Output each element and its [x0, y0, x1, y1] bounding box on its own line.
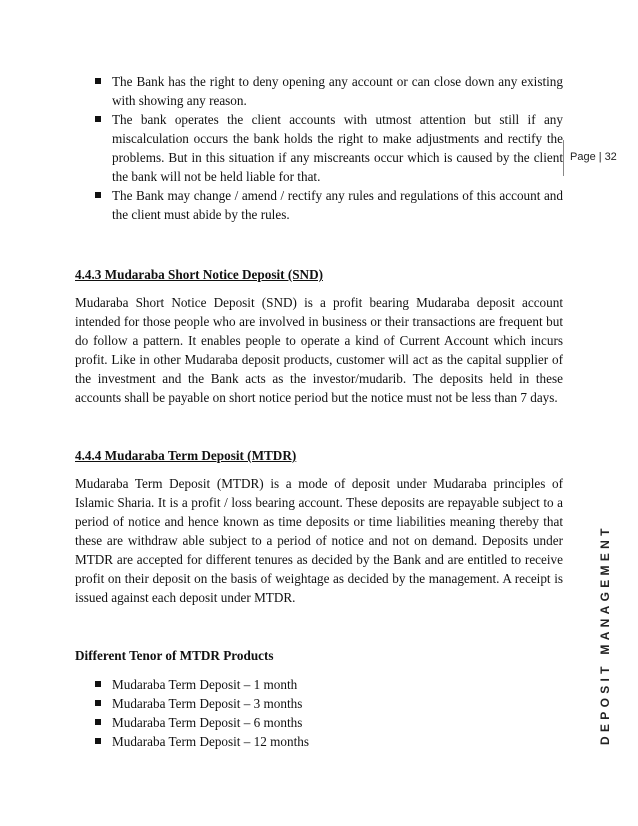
bullet-square-icon [95, 192, 101, 198]
page-number-prefix: Page [570, 151, 596, 163]
bullet-square-icon [95, 719, 101, 725]
bullet-square-icon [95, 738, 101, 744]
list-item [75, 675, 563, 694]
list-item [75, 694, 563, 713]
page-number-value: 32 [604, 151, 617, 163]
tenor-list [75, 675, 563, 751]
list-item-text: Mudaraba Term Deposit – 1 month [112, 677, 298, 692]
mtdr-paragraph: Mudaraba Term Deposit (MTDR) is a mode of deposit under Mudaraba principles of Islamic Sharia. It is a profit / loss bearing account. These deposits are repayable subject to a period of notice and hence known as time deposits or time liabilities meaning thereby that these are withdraw able subject to a period of notice and not on demand. Deposits under MTDR are accepted for different tenures as decided by the Bank and are entitled to receive profit on their deposit on the basis of weightage as decided by the management. A receipt is issued against each deposit under MTDR. [75, 476, 563, 605]
list-item [75, 72, 563, 110]
page-number-separator: | [598, 151, 602, 163]
list-item-text: The Bank may change / amend / rectify any rules and regulations of this account and the client must abide by the rules. [112, 188, 563, 222]
list-item [75, 732, 563, 751]
bullet-square-icon [95, 700, 101, 706]
list-item-text: Mudaraba Term Deposit – 12 months [112, 734, 309, 749]
bullet-square-icon [95, 116, 101, 122]
list-item [75, 110, 563, 186]
snd-paragraph: Mudaraba Short Notice Deposit (SND) is a profit bearing Mudaraba deposit account intended for those people who are involved in business or their transactions are frequent but do follow a pattern. It enables people to operate a kind of Current Account which incurs profit. Like in other Mudaraba deposit products, customer will act as the capital supplier of the investment and the Bank acts as the investor/mudarib. The deposits held in these accounts shall be payable on short notice period but the notice must not be less than 7 days. [75, 295, 563, 405]
tenor-heading: Different Tenor of MTDR Products [75, 648, 274, 663]
list-item-text: The Bank has the right to deny opening any account or can close down any existing with showing any reason. [112, 74, 563, 108]
list-item-text: The bank operates the client accounts with utmost attention but still if any miscalculation occurs the bank holds the right to make adjustments and rectify the problems. But in this situation if any miscreants occur which is caused by the client the bank will not be held liable for that. [112, 112, 563, 184]
page-number [570, 151, 617, 163]
page-number-divider [563, 140, 564, 176]
list-item-text: Mudaraba Term Deposit – 6 months [112, 715, 303, 730]
list-item [75, 713, 563, 732]
list-item [75, 186, 563, 224]
side-section-title: DEPOSIT MANAGEMENT [598, 524, 612, 745]
bullet-square-icon [95, 681, 101, 687]
bullet-square-icon [95, 78, 101, 84]
main-content [75, 72, 563, 751]
snd-heading: 4.4.3 Mudaraba Short Notice Deposit (SND) [75, 267, 323, 282]
account-rules-list [75, 72, 563, 224]
mtdr-heading: 4.4.4 Mudaraba Term Deposit (MTDR) [75, 448, 297, 463]
list-item-text: Mudaraba Term Deposit – 3 months [112, 696, 303, 711]
